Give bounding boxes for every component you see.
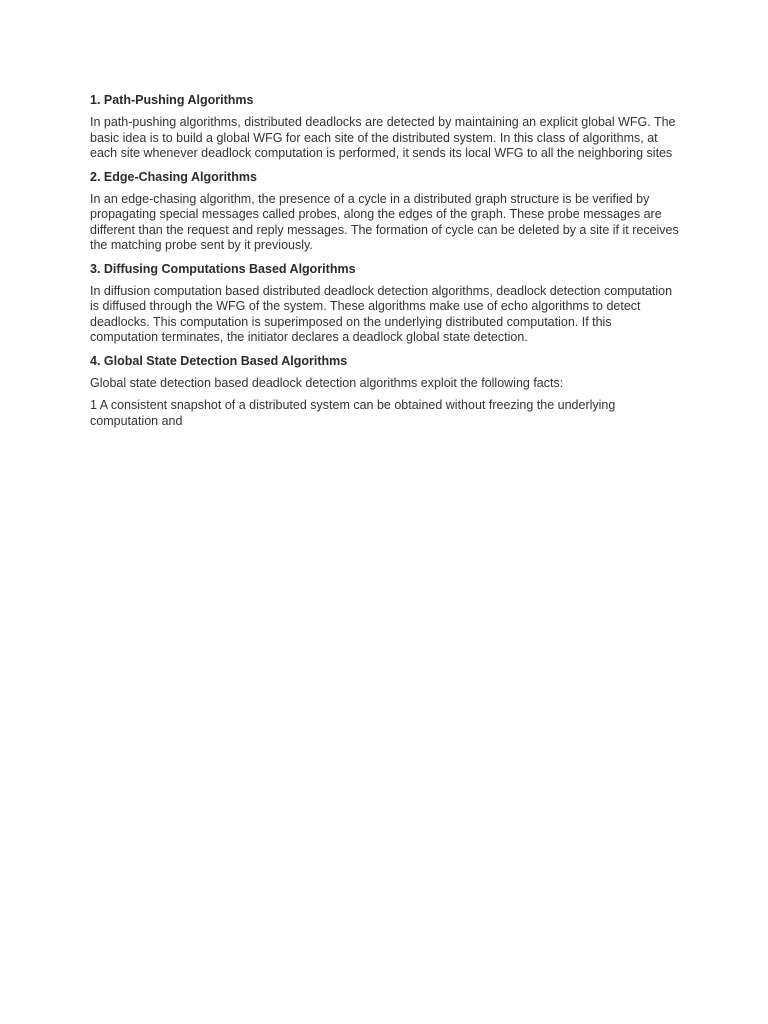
section-heading-edge-chasing: 2. Edge-Chasing Algorithms: [90, 169, 257, 184]
document-body: [90, 92, 680, 436]
paragraph-global-state-fact-1: 1 A consistent snapshot of a distributed system can be obtained without freezing the underlying computation and: [90, 398, 616, 428]
paragraph-global-state-intro: Global state detection based deadlock detection algorithms exploit the following facts:: [90, 375, 564, 390]
paragraph-path-pushing: In path-pushing algorithms, distributed deadlocks are detected by maintaining an explicit global WFG. The basic idea is to build a global WFG for each site of the distributed system. In this class of algorithms, at each site whenever deadlock computation is performed, it sends its local WFG to all the neighboring sites: [90, 115, 676, 160]
paragraph-diffusing-computations: In diffusion computation based distributed deadlock detection algorithms, deadlock detection computation is diffused through the WFG of the system. These algorithms make use of echo algorithms to detect deadlocks. This computation is superimposed on the underlying distributed computation. If this computation terminates, the initiator declares a deadlock global state detection.: [90, 283, 673, 344]
section-heading-global-state-detection: 4. Global State Detection Based Algorithms: [90, 353, 348, 368]
section-heading-diffusing-computations: 3. Diffusing Computations Based Algorithms: [90, 261, 356, 276]
section-heading-path-pushing: 1. Path-Pushing Algorithms: [90, 93, 254, 107]
paragraph-edge-chasing: In an edge-chasing algorithm, the presence of a cycle in a distributed graph structure is be verified by propagating special messages called probes, along the edges of the graph. These probe messages are different than the request and reply messages. The formation of cycle can be deleted by a site if it receives the matching probe sent by it previously.: [90, 191, 679, 252]
